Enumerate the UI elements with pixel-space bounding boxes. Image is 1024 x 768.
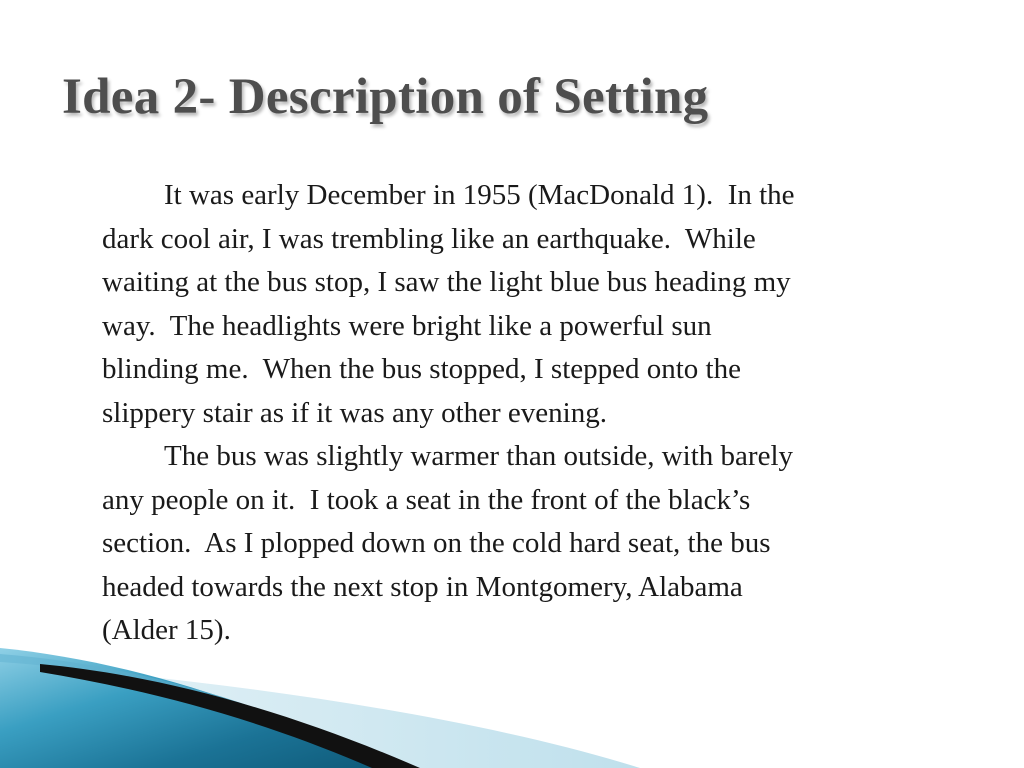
text-line: waiting at the bus stop, I saw the light blue bus heading my [102,266,791,298]
pale-wave [60,668,640,768]
blue-wave [0,648,380,768]
slide-title: Idea 2- Description of Setting [62,69,709,125]
text-line: dark cool air, I was trembling like an earthquake. While [102,222,756,255]
text-line: The bus was slightly warmer than outside, with barely [164,440,794,472]
text-line: any people on it. I took a seat in the front of the black’s [102,483,751,516]
light-stripe [0,654,392,768]
text-line: blinding me. When the bus stopped, I stepped onto the [102,353,741,385]
paragraph-2 [102,435,962,653]
paragraph-1 [102,174,962,435]
slide-body [102,174,962,653]
black-stripe [40,664,420,768]
text-line: section. As I plopped down on the cold hard seat, the bus [102,527,771,559]
text-line: slippery stair as if it was any other evening. [102,396,607,429]
text-line: (Alder 15). [102,614,231,646]
text-line: It was early December in 1955 (MacDonald 1). In the [164,179,795,211]
text-line: headed towards the next stop in Montgomery, Alabama [102,570,743,603]
text-line: way. The headlights were bright like a powerful sun [102,309,712,342]
